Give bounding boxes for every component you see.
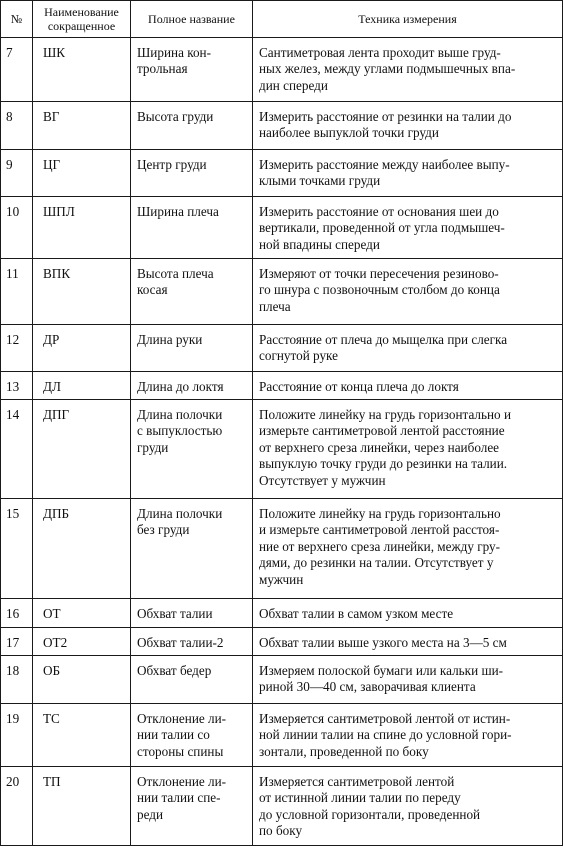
cell-num: 8 bbox=[1, 102, 33, 150]
table-row bbox=[1, 197, 563, 259]
cell-full: Центр груди bbox=[131, 150, 253, 197]
cell-abbr: ОБ bbox=[33, 656, 131, 704]
cell-technique: Обхват талии в самом узком месте bbox=[253, 599, 563, 628]
cell-num: 18 bbox=[1, 656, 33, 704]
cell-full: Длина руки bbox=[131, 325, 253, 372]
cell-abbr: ЦГ bbox=[33, 150, 131, 197]
table-row bbox=[1, 372, 563, 400]
cell-full: Обхват бедер bbox=[131, 656, 253, 704]
cell-abbr: ДПБ bbox=[33, 499, 131, 599]
cell-technique: Измеряется сантиметровой лентой от истинной линии талии по переду до условной горизонтали, проведенной по боку bbox=[253, 767, 563, 846]
table-row bbox=[1, 767, 563, 846]
cell-full: Длина до локтя bbox=[131, 372, 253, 400]
cell-abbr: ВПК bbox=[33, 259, 131, 325]
table-row bbox=[1, 102, 563, 150]
table-row bbox=[1, 38, 563, 102]
cell-abbr: ДЛ bbox=[33, 372, 131, 400]
cell-full: Ширина плеча bbox=[131, 197, 253, 259]
cell-num: 12 bbox=[1, 325, 33, 372]
cell-full: Длина полочки с выпуклостью груди bbox=[131, 400, 253, 499]
cell-abbr: ШК bbox=[33, 38, 131, 102]
cell-technique: Измерить расстояние от основания шеи до вертикали, проведенной от угла подмышеч- ной впадины спереди bbox=[253, 197, 563, 259]
table-row bbox=[1, 150, 563, 197]
cell-technique: Расстояние от плеча до мыщелка при слегка согнутой руке bbox=[253, 325, 563, 372]
cell-technique: Сантиметровая лента проходит выше груд- ных желез, между углами подмышечных впа- дин спереди bbox=[253, 38, 563, 102]
cell-abbr: ДР bbox=[33, 325, 131, 372]
cell-num: 15 bbox=[1, 499, 33, 599]
cell-abbr: ШПЛ bbox=[33, 197, 131, 259]
table-row bbox=[1, 628, 563, 656]
table-row bbox=[1, 259, 563, 325]
cell-num: 14 bbox=[1, 400, 33, 499]
cell-num: 9 bbox=[1, 150, 33, 197]
cell-abbr: ТС bbox=[33, 704, 131, 767]
cell-technique: Положите линейку на грудь горизонтально и измерьте сантиметровой лентой расстоя- ние от верхнего среза линейки, между гру- дями, до резинки на талии. Отсутствует у мужчин bbox=[253, 499, 563, 599]
cell-technique: Измерить расстояние от резинки на талии до наиболее выпуклой точки груди bbox=[253, 102, 563, 150]
table-row bbox=[1, 656, 563, 704]
cell-full: Отклонение ли- нии талии со стороны спины bbox=[131, 704, 253, 767]
cell-technique: Обхват талии выше узкого места на 3—5 см bbox=[253, 628, 563, 656]
cell-num: 17 bbox=[1, 628, 33, 656]
table-row bbox=[1, 400, 563, 499]
cell-full: Длина полочки без груди bbox=[131, 499, 253, 599]
header-technique: Техника измерения bbox=[253, 1, 563, 38]
cell-full: Отклонение ли- нии талии спе- реди bbox=[131, 767, 253, 846]
cell-full: Высота плеча косая bbox=[131, 259, 253, 325]
cell-num: 7 bbox=[1, 38, 33, 102]
cell-full: Высота груди bbox=[131, 102, 253, 150]
cell-technique: Положите линейку на грудь горизонтально и измерьте сантиметровой лентой расстояние от верхнего среза линейки, через наиболее выпуклую точку груди до резинки на талии. Отсутствует у мужчин bbox=[253, 400, 563, 499]
cell-num: 10 bbox=[1, 197, 33, 259]
header-num: № bbox=[1, 1, 33, 38]
cell-full: Обхват талии bbox=[131, 599, 253, 628]
table-header-row bbox=[1, 1, 563, 38]
cell-full: Ширина кон- трольная bbox=[131, 38, 253, 102]
cell-abbr: ДПГ bbox=[33, 400, 131, 499]
header-abbr: Наименование сокращенное bbox=[33, 1, 131, 38]
table-row bbox=[1, 325, 563, 372]
cell-technique: Измеряют от точки пересечения резиново- го шнура с позвоночным столбом до конца плеча bbox=[253, 259, 563, 325]
table-row bbox=[1, 704, 563, 767]
cell-num: 11 bbox=[1, 259, 33, 325]
cell-technique: Измеряем полоской бумаги или кальки ши- риной 30—40 см, заворачивая клиента bbox=[253, 656, 563, 704]
cell-full: Обхват талии-2 bbox=[131, 628, 253, 656]
cell-num: 20 bbox=[1, 767, 33, 846]
table-row bbox=[1, 499, 563, 599]
cell-technique: Измерить расстояние между наиболее выпу- клыми точками груди bbox=[253, 150, 563, 197]
cell-num: 19 bbox=[1, 704, 33, 767]
cell-num: 13 bbox=[1, 372, 33, 400]
cell-technique: Расстояние от конца плеча до локтя bbox=[253, 372, 563, 400]
cell-num: 16 bbox=[1, 599, 33, 628]
header-full: Полное название bbox=[131, 1, 253, 38]
table-row bbox=[1, 599, 563, 628]
cell-abbr: ОТ2 bbox=[33, 628, 131, 656]
cell-abbr: ОТ bbox=[33, 599, 131, 628]
cell-technique: Измеряется сантиметровой лентой от истин- ной линии талии на спине до условной гори- зонтали, проведенной по боку bbox=[253, 704, 563, 767]
cell-abbr: ТП bbox=[33, 767, 131, 846]
cell-abbr: ВГ bbox=[33, 102, 131, 150]
